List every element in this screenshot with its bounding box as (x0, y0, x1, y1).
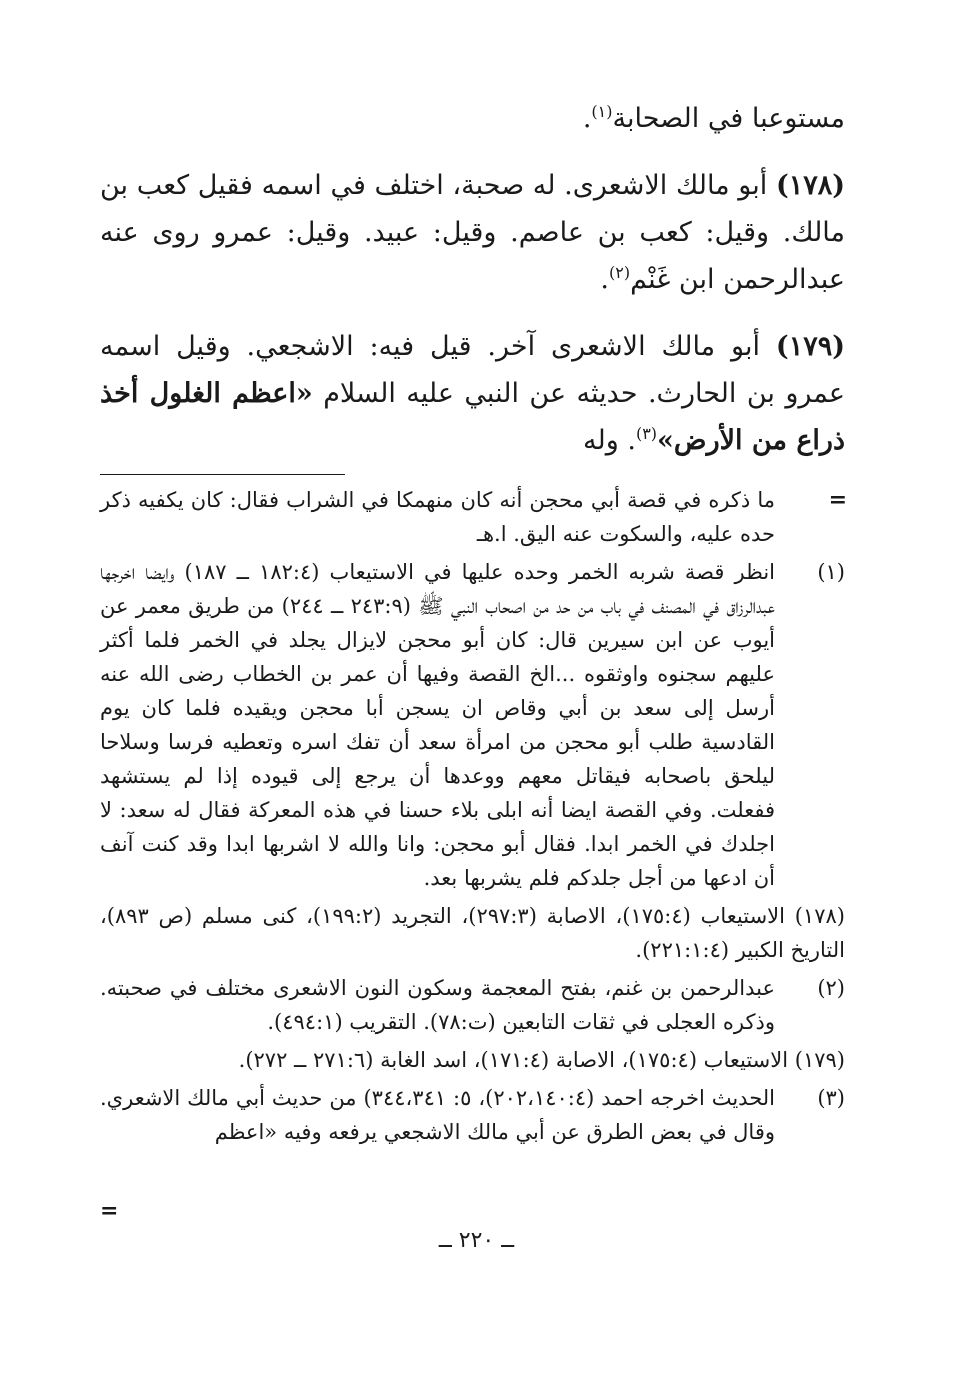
footnote-179-marker: (١٧٩) (794, 1048, 845, 1072)
footnote-179-text: الاستيعاب (١٧٥:٤)، الاصابة (١٧١:٤)، اسد الغابة (٢٧١:٦ ــ ٢٧٢). (238, 1048, 789, 1072)
footnote-2-text: عبدالرحمن بن غنم، بفتح المعجمة وسكون النون الاشعرى مختلف في صحبته. وذكره العجلى في ثقات التابعين (ت:٧٨). التقريب (٤٩٤:١). (100, 976, 775, 1034)
footnote-178-marker: (١٧٨) (794, 904, 845, 928)
footnote-179 (100, 1043, 845, 1077)
entry-178-text: أبو مالك الاشعرى. له صحبة، اختلف في اسمه فقيل كعب بن مالك. وقيل: كعب بن عاصم. وقيل: عبيد. وقيل: عمرو روى عنه عبدالرحمن ابن غَنْم (100, 170, 845, 295)
hadith-quote: «اعظم الغلول أخذ ذراع من الأرض» (100, 378, 845, 456)
footnote-1-text: انظر قصة شربه الخمر وحده عليها في الاستيعاب (١٨٢:٤ ــ ١٨٧) وايضا اخرجها عبدالرزاق في المصنف في باب من حد من اصحاب النبي ﷺ (٢٤٣:٩ ــ ٢٤٤) من طريق معمر عن أيوب عن ابن سيرين قال: كان أبو محجن لايزال يجلد في الخمر فلما أكثر عليهم سجنوه واوثقوه ...الخ القصة وفيها أن عمر بن الخطاب رضى الله عنه أرسل إلى سعد بن أبي وقاص ان يسجن أبا محجن ويقيده فلما كان يوم القادسية طلب أبو محجن من امرأة سعد أن تفك اسره وتعطيه فرسا وسلاحا ليلحق باصحابه فيقاتل معهم ووعدها أن يرجع إلى قيوده إذا لم يستشهد ففعلت. وفي القصة ايضا أنه ابلى بلاء حسنا في هذه المعركة فقال له سعد: لا اجلدك في الخمر ابدا. فقال أبو محجن: وانا والله لا اشربها ابدا وقد كنت آنف أن ادعها من أجل جلدكم فلم يشربها بعد. (100, 560, 775, 890)
page-number: ــ ٢٢٠ ــ (438, 1228, 515, 1253)
footnote-178-text: الاستيعاب (١٧٥:٤)، الاصابة (٢٩٧:٣)، التجريد (١٩٩:٢)، كنى مسلم (ص ٨٩٣)، التاريخ الكبير (٢٢١:١:٤). (100, 904, 845, 962)
footnote-178 (100, 899, 845, 967)
footnote-3-text: الحديث اخرجه احمد (٢٠٢،١٤٠:٤)، ٥: ٣٤٤،٣٤١) من حديث أبي مالك الاشعري. وقال في بعض الطرق عن أبي مالك الاشجعي يرفعه وفيه «اعظم (100, 1086, 775, 1144)
entry-179-number: (١٧٩) (775, 331, 845, 362)
entry-178 (100, 162, 845, 303)
footnote-continuation (100, 483, 845, 551)
footnote-2 (100, 971, 845, 1039)
entry-178-period: . (600, 264, 610, 295)
footnote-separator-wrap (100, 470, 845, 483)
entry-179 (100, 323, 845, 464)
footnote-separator (100, 474, 345, 475)
footnotes (100, 483, 845, 1149)
intro-period: . (582, 103, 592, 134)
continuation-text: ما ذكره في قصة أبي محجن أنه كان منهمكا في الشراب فقال: كان يكفيه ذكر حده عليه، والسكوت عنه اليق. ا.هـ (100, 488, 775, 546)
intro-paragraph (100, 95, 845, 142)
entry-178-number: (١٧٨) (775, 170, 846, 201)
footnote-ref-1: (١) (591, 102, 613, 121)
page-content (100, 95, 845, 1153)
footnote-ref-2: (٢) (609, 263, 631, 282)
footnote-3 (100, 1081, 845, 1149)
main-text (100, 95, 845, 464)
footnote-1 (100, 555, 845, 895)
entry-179-tail: . وله (583, 425, 636, 456)
intro-text: مستوعبا في الصحابة (612, 103, 845, 134)
footnote-2-marker: (٢) (817, 976, 845, 1000)
footnote-3-marker: (٣) (817, 1086, 845, 1110)
continuation-marker: = (828, 487, 845, 513)
entry-179-text: أبو مالك الاشعرى آخر. قيل فيه: الاشجعي. وقيل اسمه عمرو بن الحارث. حديثه عن النبي عليه السلام (100, 331, 845, 409)
footnote-1-marker: (١) (817, 560, 845, 584)
continues-next-page-marker: = (100, 1198, 117, 1224)
footnote-ref-3: (٣) (635, 424, 658, 443)
